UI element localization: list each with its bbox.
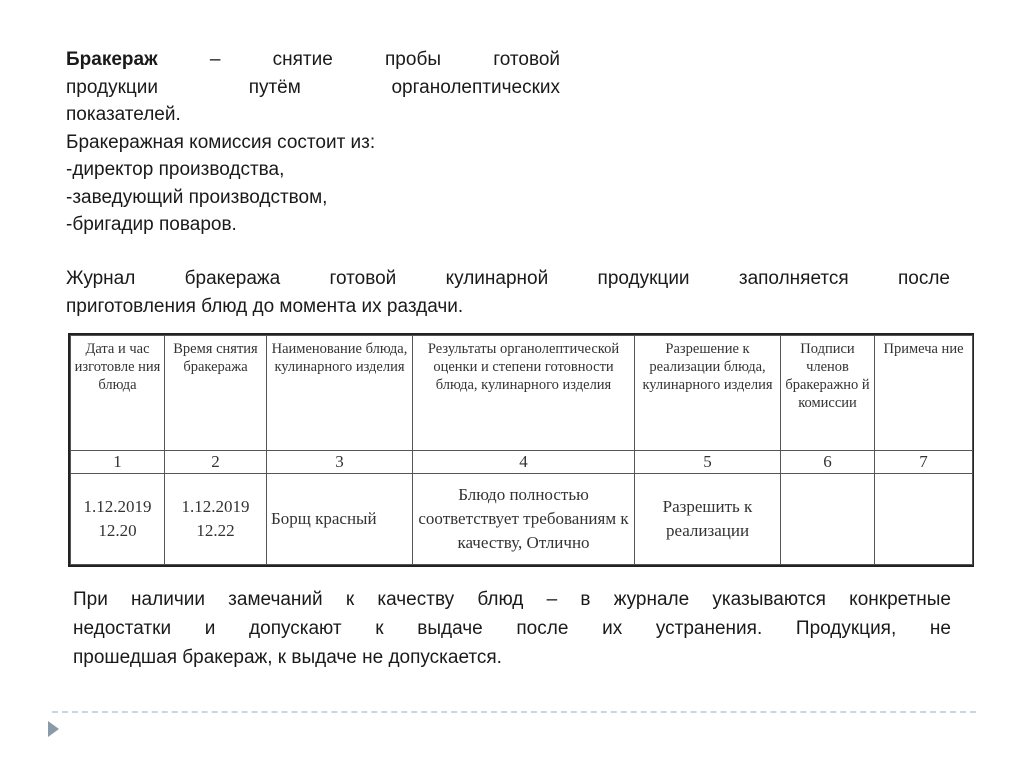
definition-line-2: продукции путём органолептических (66, 76, 560, 98)
journal-line-1: Журнал бракеража готовой кулинарной продукции заполняется после (66, 268, 950, 289)
table-header-cell: Дата и час изготовле ния блюда (71, 336, 165, 451)
cell-signatures (781, 474, 875, 565)
definition-term: Бракераж (66, 49, 158, 70)
journal-table (68, 333, 974, 567)
definition-line-3: показателей. (66, 104, 181, 125)
cell-note (875, 474, 973, 565)
table-header-cell: Примеча ние (875, 336, 973, 451)
commission-member: -заведующий производством, (66, 186, 328, 208)
remarks-line-3: прошедшая бракераж, к выдаче не допускается. (73, 647, 502, 668)
cell-permission: Разрешить к реализации (635, 474, 781, 565)
table-number-cell: 3 (267, 451, 413, 474)
commission-member: -бригадир поваров. (66, 214, 237, 235)
table-header-cell: Время снятия бракеража (165, 336, 267, 451)
table-number-cell: 1 (71, 451, 165, 474)
table-header-cell: Подписи членов бракеражно й комиссии (781, 336, 875, 451)
commission-intro: Бракеражная комиссия состоит из: (66, 131, 376, 153)
table-row (71, 474, 973, 565)
remarks-line-2: недостатки и допускают к выдаче после их устранения. Продукция, не (73, 618, 951, 639)
table-header-row (71, 336, 973, 451)
table-number-row (71, 451, 973, 474)
table-number-cell: 6 (781, 451, 875, 474)
commission-member: -директор производства, (66, 159, 285, 180)
cell-date: 1.12.2019 12.20 (71, 474, 165, 565)
journal-line-2: приготовления блюд до момента их раздачи. (66, 295, 464, 317)
footer-divider (52, 711, 976, 713)
cell-time: 1.12.2019 12.22 (165, 474, 267, 565)
triangle-right-icon (48, 721, 59, 737)
table-header-cell: Наименование блюда, кулинарного изделия (267, 336, 413, 451)
definition-block (66, 46, 560, 239)
table-number-cell: 2 (165, 451, 267, 474)
definition-line-1: Бракераж – снятие пробы готовой (66, 49, 561, 70)
cell-result: Блюдо полностью соответствует требованиям к качеству, Отлично (413, 474, 635, 565)
table-number-cell: 4 (413, 451, 635, 474)
table-number-cell: 7 (875, 451, 973, 474)
table-header-cell: Результаты органолептической оценки и степени готовности блюда, кулинарного изделия (413, 336, 635, 451)
table-number-cell: 5 (635, 451, 781, 474)
journal-paragraph (66, 265, 950, 320)
remarks-paragraph (73, 585, 951, 672)
table-header-cell: Разрешение к реализации блюда, кулинарного изделия (635, 336, 781, 451)
remarks-line-1: При наличии замечаний к качеству блюд – в журнале указываются конкретные (73, 589, 951, 610)
cell-dish: Борщ красный (267, 474, 413, 565)
